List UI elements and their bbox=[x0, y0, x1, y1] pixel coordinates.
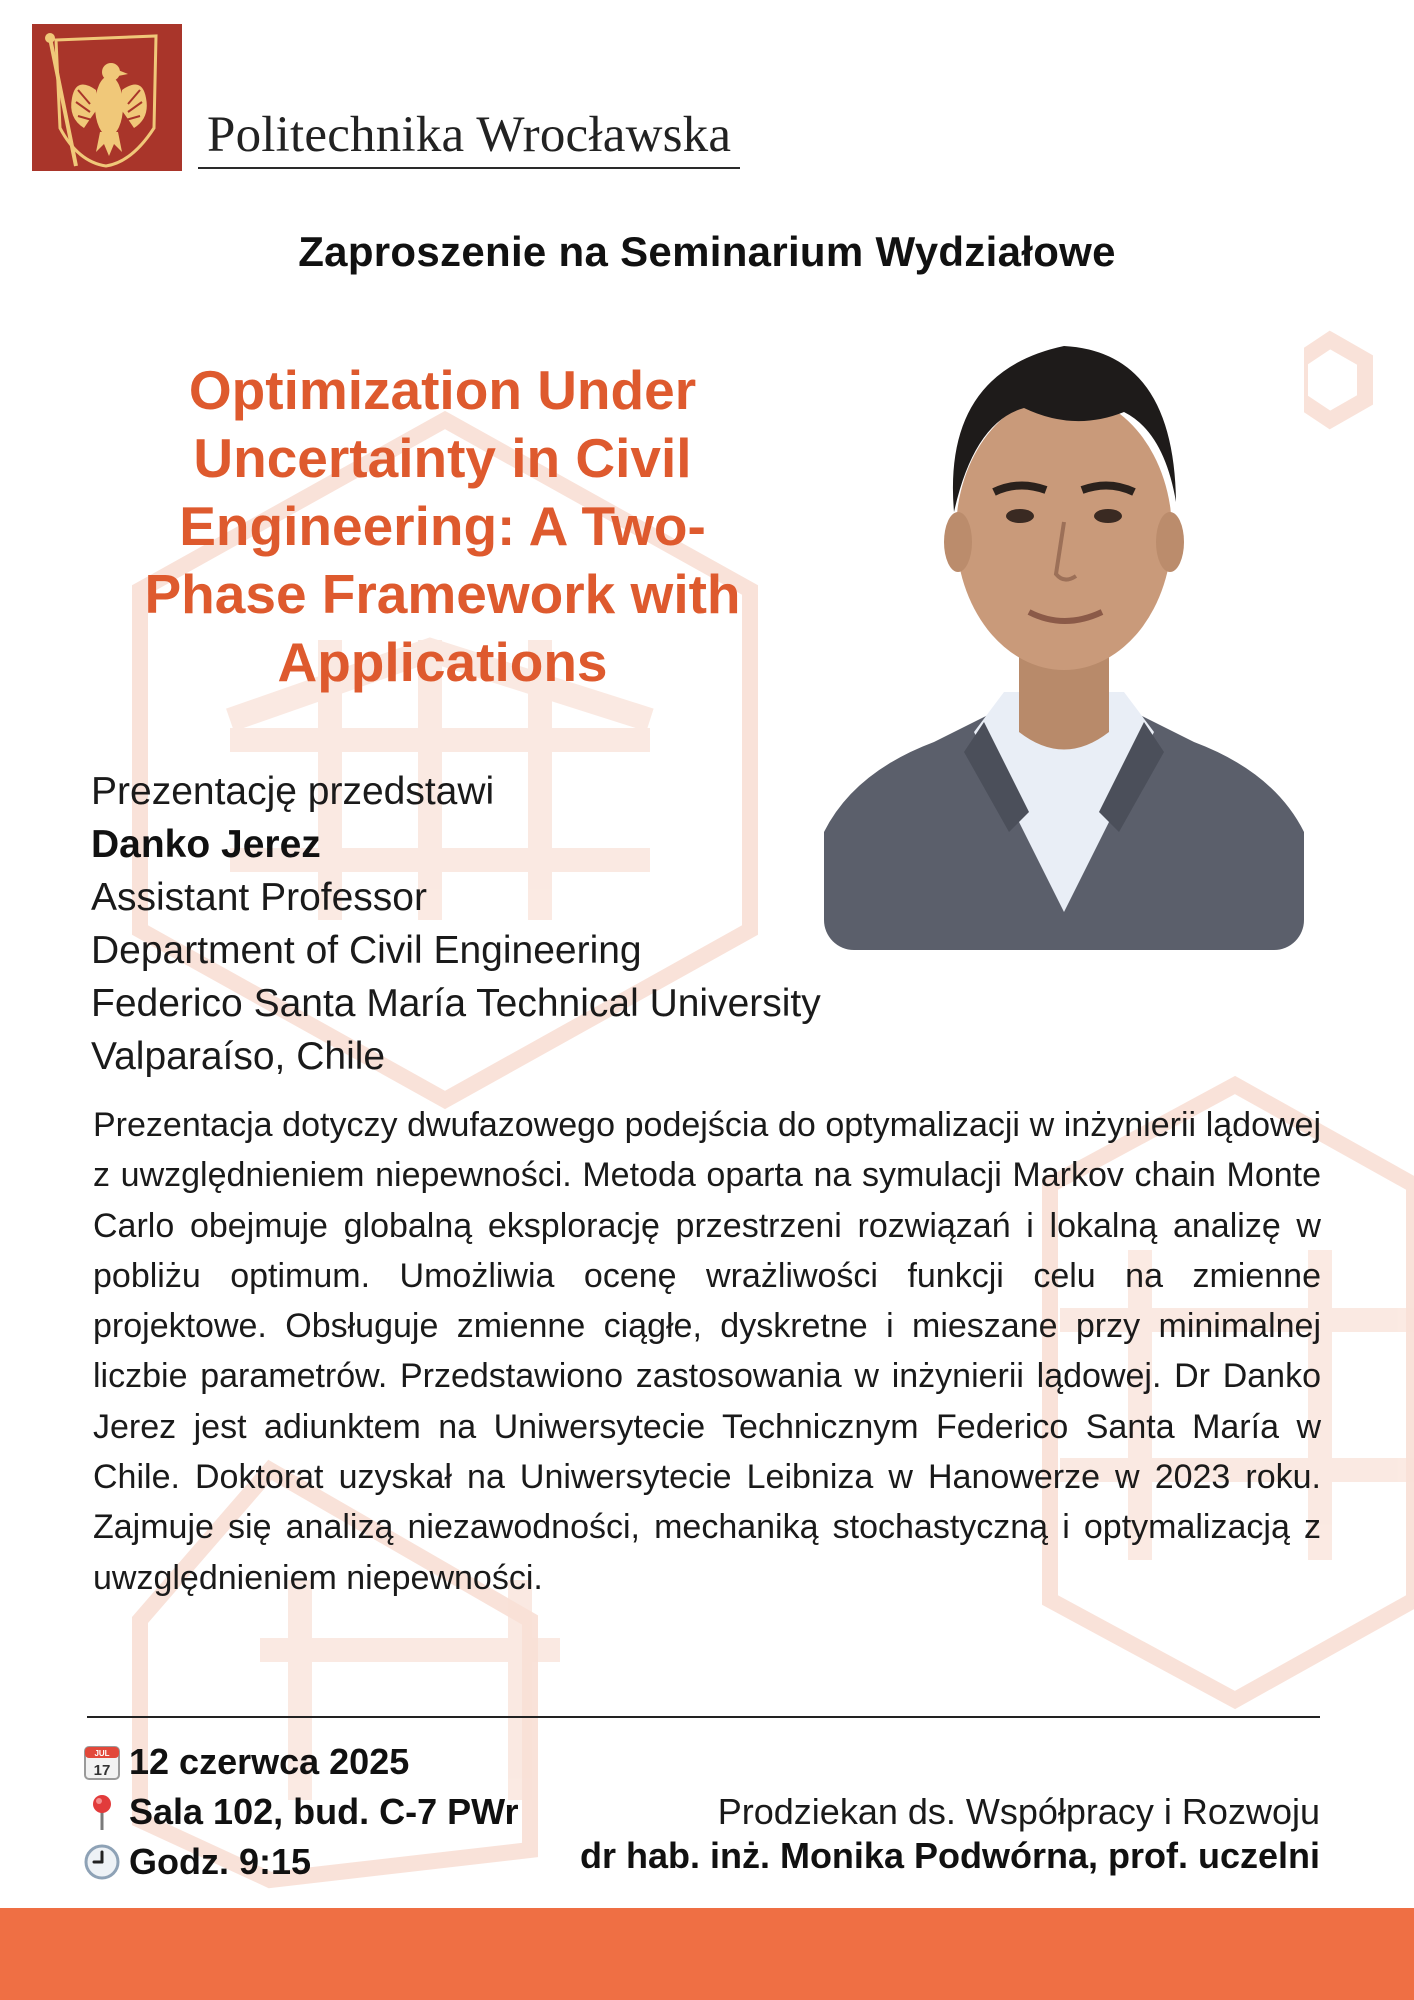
speaker-info bbox=[91, 765, 821, 1083]
calendar-icon bbox=[83, 1743, 121, 1781]
speaker-position: Assistant Professor bbox=[91, 876, 427, 919]
university-wordmark: Politechnika Wrocławska bbox=[207, 107, 732, 163]
event-place-text: Sala 102, bud. C-7 PWr bbox=[129, 1791, 519, 1832]
abstract-text: Prezentacja dotyczy dwufazowego podejścia do optymalizacji w inżynierii lądowej z uwzględnieniem niepewności. Metoda oparta na symulacji Markov chain Monte Carlo obejmuje globalną eksplorację przestrzeni rozwiązań i lokalną analizę w pobliżu optimum. Umożliwia ocenę wrażliwości funkcji celu na zmienne projektowe. Obsługuje zmienne ciągłe, dyskretne i mieszane przy minimalnej liczbie parametrów. Przedstawiono zastosowania w inżynierii lądowej. Dr Danko Jerez jest adiunktem na Uniwersytecie Technicznym Federico Santa María w Chile. Doktorat uzyskał na Uniwersytecie Leibniza w Hanowerze w 2023 roku. Zajmuje się analizą niezawodności, mechaniką stochastyczną i optymalizacją z uwzględnieniem niepewności. bbox=[93, 1106, 1321, 1597]
event-time-text: Godz. 9:15 bbox=[129, 1841, 312, 1882]
event-time bbox=[83, 1837, 518, 1887]
speaker-photo bbox=[824, 312, 1304, 950]
speaker-department: Department of Civil Engineering bbox=[91, 929, 642, 972]
signatory-role: Prodziekan ds. Współpracy i Rozwoju bbox=[717, 1791, 1320, 1832]
footer-bar bbox=[0, 1908, 1414, 2000]
eagle-icon bbox=[32, 24, 182, 171]
invitation-heading: Zaproszenie na Seminarium Wydziałowe bbox=[298, 228, 1116, 275]
speaker-location: Valparaíso, Chile bbox=[91, 1035, 386, 1078]
calendar-day: 17 bbox=[93, 1762, 111, 1779]
eagle-crest-logo bbox=[32, 24, 182, 171]
event-date bbox=[83, 1737, 518, 1787]
speaker-university: Federico Santa María Technical University bbox=[91, 982, 821, 1025]
event-place bbox=[83, 1787, 518, 1837]
speaker-name: Danko Jerez bbox=[91, 823, 321, 866]
calendar-month: JUL bbox=[94, 1749, 110, 1758]
pin-icon bbox=[83, 1792, 121, 1832]
event-date-text: 12 czerwca 2025 bbox=[129, 1741, 410, 1782]
talk-title: Optimization Under Uncertainty in Civil Engineering: A Two-Phase Framework with Applications bbox=[144, 359, 741, 693]
signature-block bbox=[580, 1790, 1320, 1878]
speaker-intro: Prezentację przedstawi bbox=[91, 770, 495, 813]
wordmark-underline bbox=[198, 167, 740, 169]
event-details bbox=[83, 1737, 518, 1887]
clock-icon bbox=[83, 1843, 121, 1881]
section-divider bbox=[87, 1716, 1320, 1718]
signatory-name: dr hab. inż. Monika Podwórna, prof. uczelni bbox=[579, 1835, 1320, 1876]
